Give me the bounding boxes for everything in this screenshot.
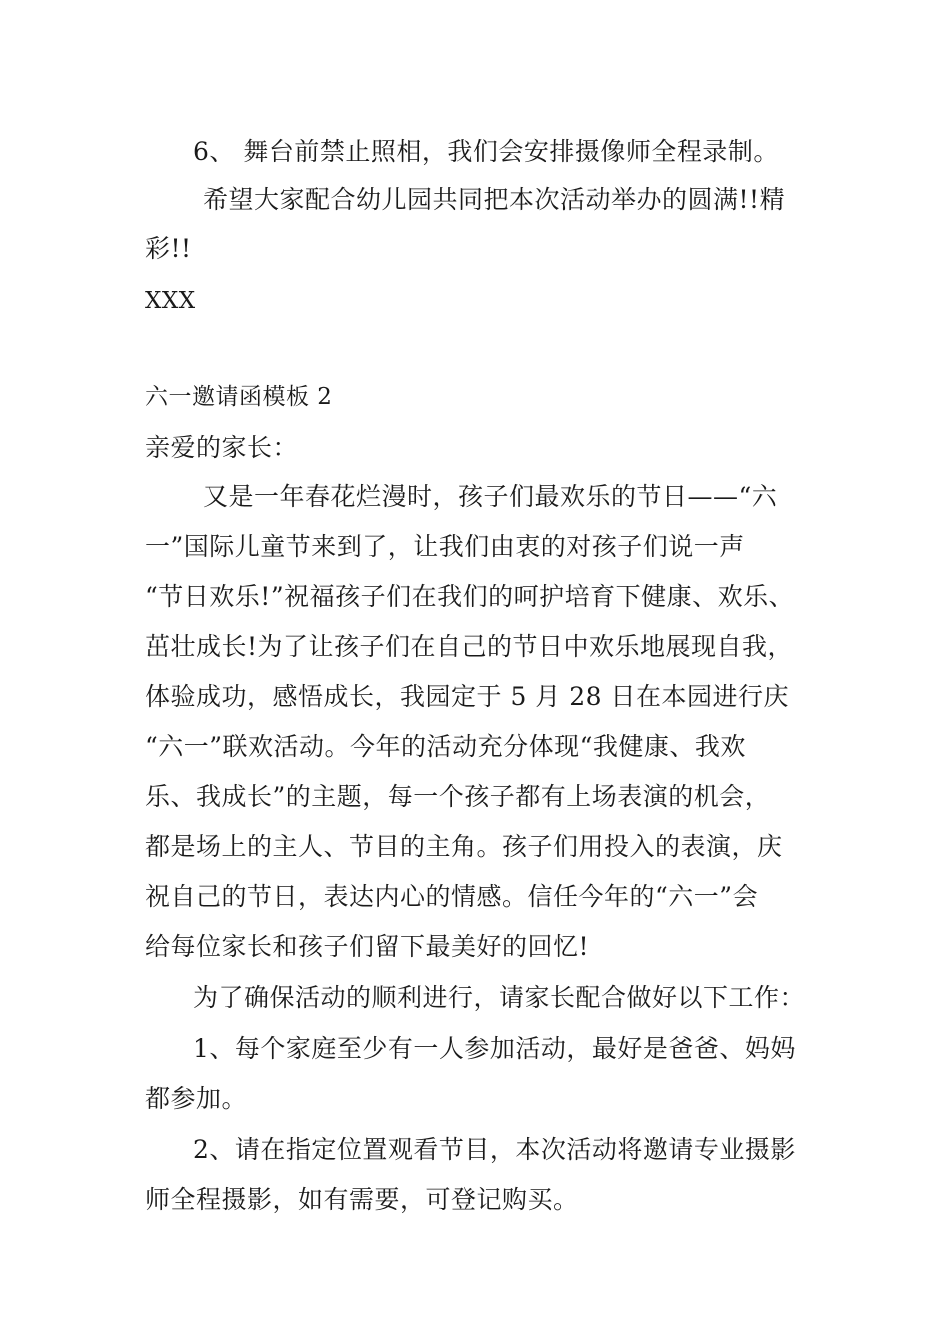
instructions-intro: 为了确保活动的顺利进行，请家长配合做好以下工作： (193, 983, 806, 1012)
signature: XXX (145, 288, 196, 314)
rule-item-6: 6、 舞台前禁止照相，我们会安排摄像师全程录制。 (193, 137, 779, 166)
body-paragraph-line: 都是场上的主人、节目的主角。孩子们用投入的表演，庆 (145, 832, 783, 861)
body-paragraph-line: 给每位家长和孩子们留下最美好的回忆! (145, 932, 590, 961)
instruction-item-2: 2、请在指定位置观看节目，本次活动将邀请专业摄影 (193, 1135, 796, 1164)
body-paragraph-line: 祝自己的节日，表达内心的情感。信任今年的“六一”会 (145, 882, 759, 911)
body-paragraph-line: 体验成功，感悟成长，我园定于 5 月 28 日在本园进行庆 (145, 682, 790, 711)
body-paragraph-line: “节日欢乐!”祝福孩子们在我们的呵护培育下健康、欢乐、 (145, 582, 795, 611)
closing-paragraph-line: 彩!! (145, 234, 192, 263)
salutation: 亲爱的家长： (145, 433, 299, 462)
body-paragraph-line: 乐、我成长”的主题，每一个孩子都有上场表演的机会， (145, 782, 771, 811)
instruction-item-2-cont: 师全程摄影，如有需要，可登记购买。 (145, 1185, 579, 1214)
body-paragraph-line: 茁壮成长!为了让孩子们在自己的节日中欢乐地展现自我， (145, 632, 794, 661)
body-paragraph-line: “六一”联欢活动。今年的活动充分体现“我健康、我欢 (145, 732, 746, 761)
body-paragraph-line: 一”国际儿童节来到了，让我们由衷的对孩子们说一声 (145, 532, 745, 561)
body-paragraph-line: 又是一年春花烂漫时，孩子们最欢乐的节日——“六 (203, 482, 778, 511)
instruction-item-1: 1、每个家庭至少有一人参加活动，最好是爸爸、妈妈 (193, 1034, 796, 1063)
section-title: 六一邀请函模板 2 (145, 384, 333, 410)
closing-paragraph-line: 希望大家配合幼儿园共同把本次活动举办的圆满!!精 (203, 185, 786, 214)
instruction-item-1-cont: 都参加。 (145, 1084, 248, 1113)
